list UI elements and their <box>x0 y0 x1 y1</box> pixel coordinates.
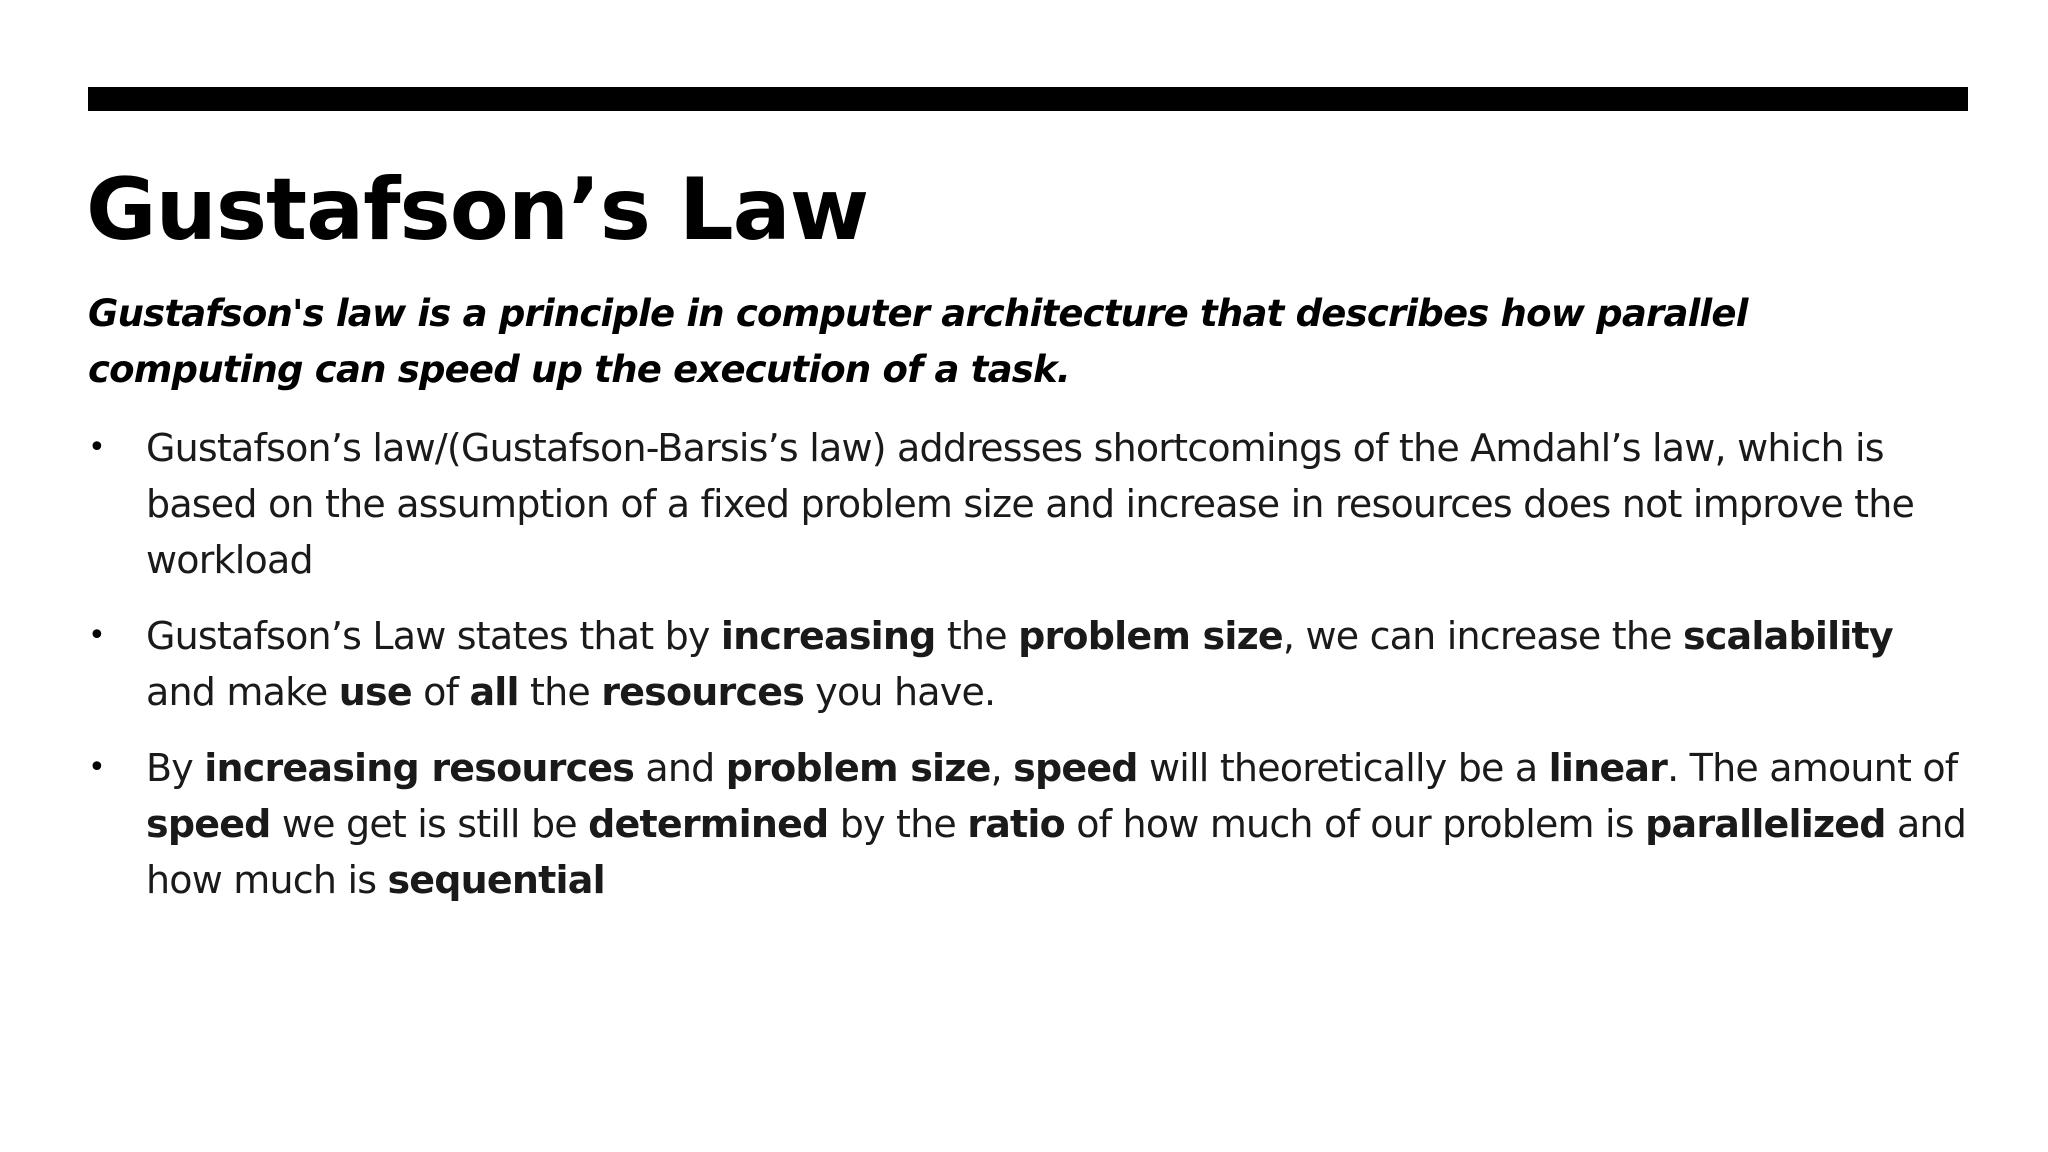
text-segment: you have. <box>804 670 996 714</box>
bold-segment: parallelized <box>1645 802 1886 846</box>
bold-segment: problem size <box>725 746 991 790</box>
top-accent-bar <box>88 87 1968 111</box>
bullet-dot-icon: • <box>88 618 105 653</box>
bullet-item <box>88 740 1968 908</box>
bullet-dot-icon: • <box>88 430 105 465</box>
bullet-list <box>88 420 1968 928</box>
bold-segment: increasing <box>720 614 936 658</box>
text-segment: , <box>990 746 1014 790</box>
slide-title: Gustafson’s Law <box>86 160 869 260</box>
bullet-text <box>146 746 1966 902</box>
text-segment: , we can increase the <box>1282 614 1684 658</box>
text-segment: and make <box>146 670 339 714</box>
bold-segment: scalability <box>1683 614 1893 658</box>
text-segment: By <box>146 746 205 790</box>
text-segment: of how much of our problem is <box>1064 802 1646 846</box>
bold-segment: speed <box>146 802 271 846</box>
text-segment: will theoretically be a <box>1137 746 1549 790</box>
text-segment: and <box>634 746 726 790</box>
bold-segment: increasing resources <box>204 746 635 790</box>
slide-subtitle: Gustafson's law is a principle in computer architecture that describes how parallel computing can speed up the execution of a task. <box>88 292 1748 391</box>
bold-segment: determined <box>588 802 829 846</box>
bold-segment: resources <box>601 670 805 714</box>
text-segment: the <box>518 670 602 714</box>
text-segment: of <box>411 670 470 714</box>
bullet-text <box>146 426 1914 582</box>
bold-segment: problem size <box>1018 614 1283 658</box>
bullet-item <box>88 420 1968 588</box>
bullet-dot-icon: • <box>88 750 105 785</box>
text-segment: by the <box>828 802 968 846</box>
bold-segment: linear <box>1548 746 1668 790</box>
bold-segment: sequential <box>387 858 605 902</box>
bold-segment: speed <box>1013 746 1138 790</box>
bullet-item <box>88 608 1968 720</box>
bold-segment: all <box>469 670 519 714</box>
text-segment: . The amount of <box>1667 746 1958 790</box>
bold-segment: ratio <box>967 802 1065 846</box>
text-segment: and how much is <box>146 802 1967 902</box>
text-segment: Gustafson’s law/(Gustafson-Barsis’s law) addresses shortcomings of the Amdahl’s law, which is based on the assumption of a fixed problem size and increase in resources does not improve the workload <box>146 426 1915 582</box>
text-segment: we get is still be <box>270 802 589 846</box>
bold-segment: use <box>338 670 412 714</box>
bullet-text <box>146 614 1893 714</box>
text-segment: Gustafson’s Law states that by <box>146 614 721 658</box>
text-segment: the <box>935 614 1019 658</box>
